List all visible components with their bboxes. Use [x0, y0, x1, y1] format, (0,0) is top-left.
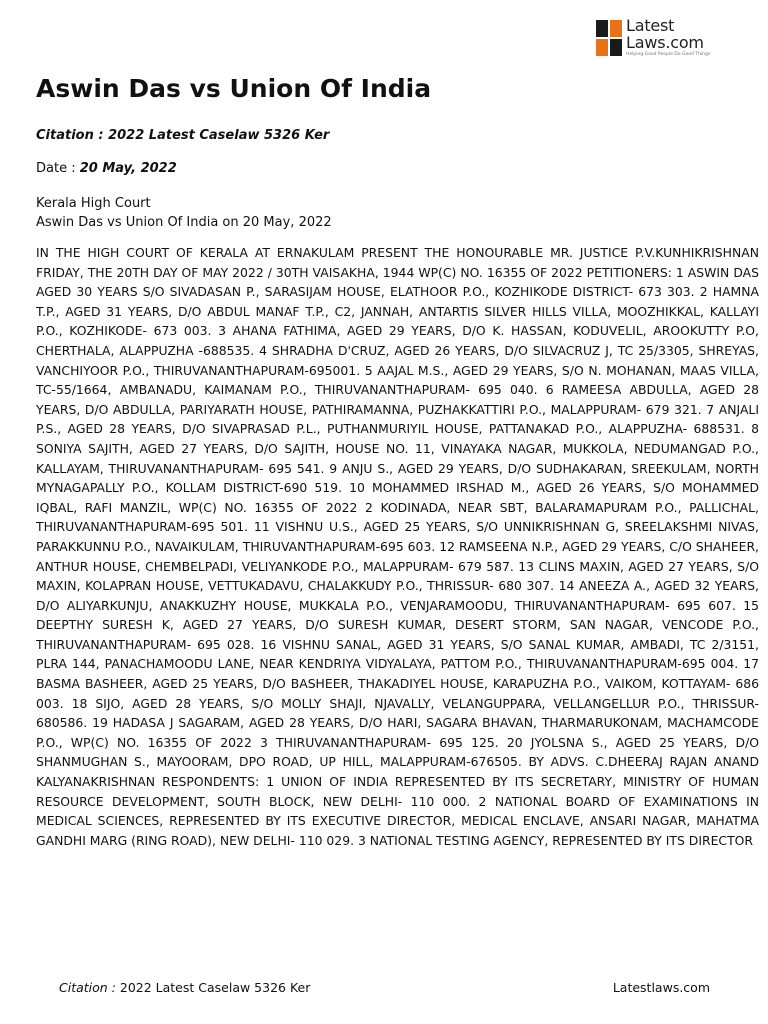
- logo-name-line2: Laws.com: [626, 33, 704, 52]
- footer-citation-value: 2022 Latest Caselaw 5326 Ker: [119, 980, 311, 995]
- logo-tagline: Helping Good People Do Good Things: [626, 52, 711, 57]
- case-line: Aswin Das vs Union Of India on 20 May, 2022: [36, 215, 332, 230]
- date-label: Date :: [36, 161, 80, 176]
- logo-name-line1: Latest: [626, 16, 675, 35]
- citation-label: Citation :: [36, 128, 109, 143]
- logo-mark-icon: [596, 20, 622, 56]
- date-line: [36, 161, 177, 176]
- date-value: 20 May, 2022: [79, 161, 177, 176]
- court-block: [36, 194, 332, 232]
- latestlaws-logo: [596, 18, 710, 58]
- footer-citation-label: Citation :: [59, 980, 120, 995]
- footer-site: Latestlaws.com: [612, 980, 710, 995]
- citation-value: 2022 Latest Caselaw 5326 Ker: [108, 128, 330, 143]
- citation-line: [36, 128, 329, 143]
- document-title: Aswin Das vs Union Of India: [36, 74, 432, 103]
- logo-text: [626, 18, 710, 58]
- footer-citation: [59, 980, 310, 995]
- judgment-body: IN THE HIGH COURT OF KERALA AT ERNAKULAM PRESENT THE HONOURABLE MR. JUSTICE P.V.KUNHIKRISHNAN FRIDAY, THE 20TH DAY OF MAY 2022 / 30TH VAISAKHA, 1944 WP(C) NO. 16355 OF 2022 PETITIONERS: 1 ASWIN DAS AGED 30 YEARS S/O SIVADASAN P., SARASIJAM HOUSE, ELATHOOR P.O., KOZHIKODE DISTRICT- 673 303. 2 HAMNA T.P., AGED 31 YEARS, D/O ABDUL MANAF T.P., C2, JANNAH, ANTARTIS SILVER HILLS VILLA, MOOZHIKKAL, KALLAYI P.O., KOZHIKODE- 673 003. 3 AHANA FATHIMA, AGED 29 YEARS, D/O K. HASSAN, KODUVELIL, AROOKUTTY P.O, CHERTHALA, ALAPPUZHA -688535. 4 SHRADHA D'CRUZ, AGED 26 YEARS, D/O SILVACRUZ J, TC 25/3305, SHREYAS, VANCHIYOOR P.O., THIRUVANANTHAPURAM-695001. 5 AAJAL M.S., AGED 29 YEARS, S/O N. MOHANAN, MAAS VILLA, TC-55/1664, AMBANADU, KAIMANAM P.O., THIRUVANANTHAPURAM- 695 040. 6 RAMEESA ABDULLA, AGED 28 YEARS, D/O ABDULLA, PARIYARATH HOUSE, PATHIRAMANNA, PUZHAKKATTIRI P.O., MALAPPURAM- 679 321. 7 ANJALI P.S., AGED 28 YEARS, D/O SIVAPRASAD P.L., PUTHANMURIYIL HOUSE, PATTANAKAD P.O., ALAPPUZHA- 688531. 8 SONIYA SAJITH, AGED 27 YEARS, D/O SAJITH, HOUSE NO. 11, VINAYAKA NAGAR, MUKKOLA, NEDUMANGAD P.O., KALLAYAM, THIRUVANANTHAPURAM- 695 541. 9 ANJU S., AGED 29 YEARS, D/O SUDHAKARAN, SREEKULAM, NORTH MYNAGAPALLY P.O., KOLLAM DISTRICT-690 519. 10 MOHAMMED IRSHAD M., AGED 26 YEARS, S/O MOHAMMED IQBAL, RAFI MANZIL, WP(C) NO. 16355 OF 2022 2 KODINADA, NEAR SBT, BALARAMAPURAM P.O., PALLICHAL, THIRUVANANTHAPURAM-695 501. 11 VISHNU U.S., AGED 25 YEARS, S/O UNNIKRISHNAN G, SREELAKSHMI NIVAS, PARAKKUNNU P.O., NAVAIKULAM, THIRUVANTHAPURAM-695 603. 12 RAMSEENA N.P., AGED 29 YEARS, C/O SHAHEER, ANTHUR HOUSE, CHEMBELPADI, VELIYANKODE P.O., MALAPPURAM- 679 587. 13 CLINS MAXIN, AGED 27 YEARS, S/O MAXIN, KOLAPRAN HOUSE, VETTUKADAVU, CHALAKKUDY P.O., THRISSUR- 680 307. 14 ANEEZA A., AGED 32 YEARS, D/O ALIYARKUNJU, ANAKKUZHY HOUSE, MUKKALA P.O., VENJARAMOODU, THIRUVANANTHAPURAM- 695 607. 15 DEEPTHY SURESH K, AGED 27 YEARS, D/O SURESH KUMAR, DESERT STORM, SAN NAGAR, VENCODE P.O., THIRUVANANTHAPURAM- 695 028. 16 VISHNU SANAL, AGED 31 YEARS, S/O SANAL KUMAR, AMBADI, TC 2/3151, PLRA 144, PANACHAMOODU LANE, NEAR KENDRIYA VIDYALAYA, PATTOM P.O., THIRUVANANTHAPURAM-695 004. 17 BASMA BASHEER, AGED 25 YEARS, D/O BASHEER, THAKADIYEL HOUSE, KARAPUZHA P.O., VAIKOM, KOTTAYAM- 686 003. 18 SIJO, AGED 28 YEARS, S/O MOLLY SHAJI, NJAVALLY, VELANGUPPARA, VELLANGELLUR P.O., THRISSUR- 680586. 19 HADASA J SAGARAM, AGED 28 YEARS, D/O HARI, SAGARA BHAVAN, THARMARUKONAM, MACHAMCODE P.O., WP(C) NO. 16355 OF 2022 3 THIRUVANANTHAPURAM- 695 125. 20 JYOLSNA S., AGED 25 YEARS, D/O SHANMUGHAN S., MAYOORAM, DPO ROAD, UP HILL, MALAPPURAM-676505. BY ADVS. C.DHEERAJ RAJAN ANAND KALYANAKRISHNAN RESPONDENTS: 1 UNION OF INDIA REPRESENTED BY ITS SECRETARY, MINISTRY OF HUMAN RESOURCE DEVELOPMENT, SOUTH BLOCK, NEW DELHI- 110 000. 2 NATIONAL BOARD OF EXAMINATIONS IN MEDICAL SCIENCES, REPRESENTED BY ITS EXECUTIVE DIRECTOR, MEDICAL ENCLAVE, ANSARI NAGAR, MAHATMA GANDHI MARG (RING ROAD), NEW DELHI- 110 029. 3 NATIONAL TESTING AGENCY, REPRESENTED BY ITS DIRECTOR: [36, 245, 759, 848]
- court-name: Kerala High Court: [36, 196, 151, 211]
- page-footer: [59, 980, 710, 995]
